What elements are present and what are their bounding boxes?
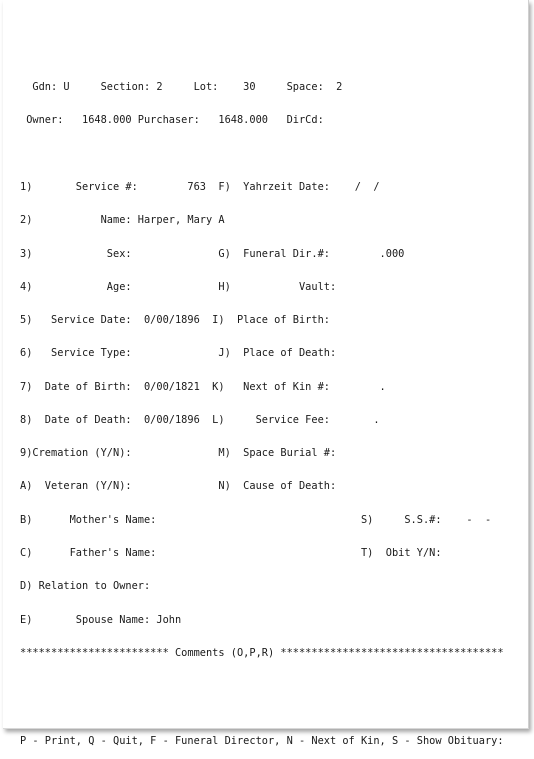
- command-prompt: P - Print, Q - Quit, F - Funeral Director, N - Next of Kin, S - Show Obituary:: [20, 735, 504, 748]
- field-line-mothers-name: B) Mother's Name: S) S.S.#: - -: [20, 513, 492, 526]
- field-line-cremation: 9)Cremation (Y/N): M) Space Burial #:: [20, 447, 337, 460]
- field-line-age: 4) Age: H) Vault:: [20, 280, 337, 293]
- field-line-sex: 3) Sex: G) Funeral Dir.#: .000: [20, 247, 405, 260]
- field-line-relation-to-owner: D) Relation to Owner:: [20, 580, 151, 593]
- field-line-name: 2) Name: Harper, Mary A: [20, 214, 225, 227]
- header-line-location: Gdn: U Section: 2 Lot: 30 Space: 2: [20, 81, 343, 94]
- field-line-spouse-name: E) Spouse Name: John: [20, 613, 182, 626]
- field-line-date-of-birth: 7) Date of Birth: 0/00/1821 K) Next of Kin #: .: [20, 380, 386, 393]
- field-line-service-date: 5) Service Date: 0/00/1896 I) Place of Birth:: [20, 314, 330, 327]
- field-line-service-number: 1) Service #: 763 F) Yahrzeit Date: / /: [20, 180, 380, 193]
- blank-lines: [20, 681, 504, 714]
- field-line-service-type: 6) Service Type: J) Place of Death:: [20, 347, 337, 360]
- field-line-date-of-death: 8) Date of Death: 0/00/1896 L) Service Fee: .: [20, 413, 380, 426]
- blank-line: [20, 149, 504, 160]
- record-screen: [20, 60, 504, 759]
- header-line-owner: Owner: 1648.000 Purchaser: 1648.000 DirCd:: [20, 114, 324, 127]
- field-line-fathers-name: C) Father's Name: T) Obit Y/N:: [20, 547, 442, 560]
- field-line-veteran: A) Veteran (Y/N): N) Cause of Death:: [20, 480, 337, 493]
- comments-separator: ************************ Comments (O,P,R) ************************************: [20, 646, 504, 659]
